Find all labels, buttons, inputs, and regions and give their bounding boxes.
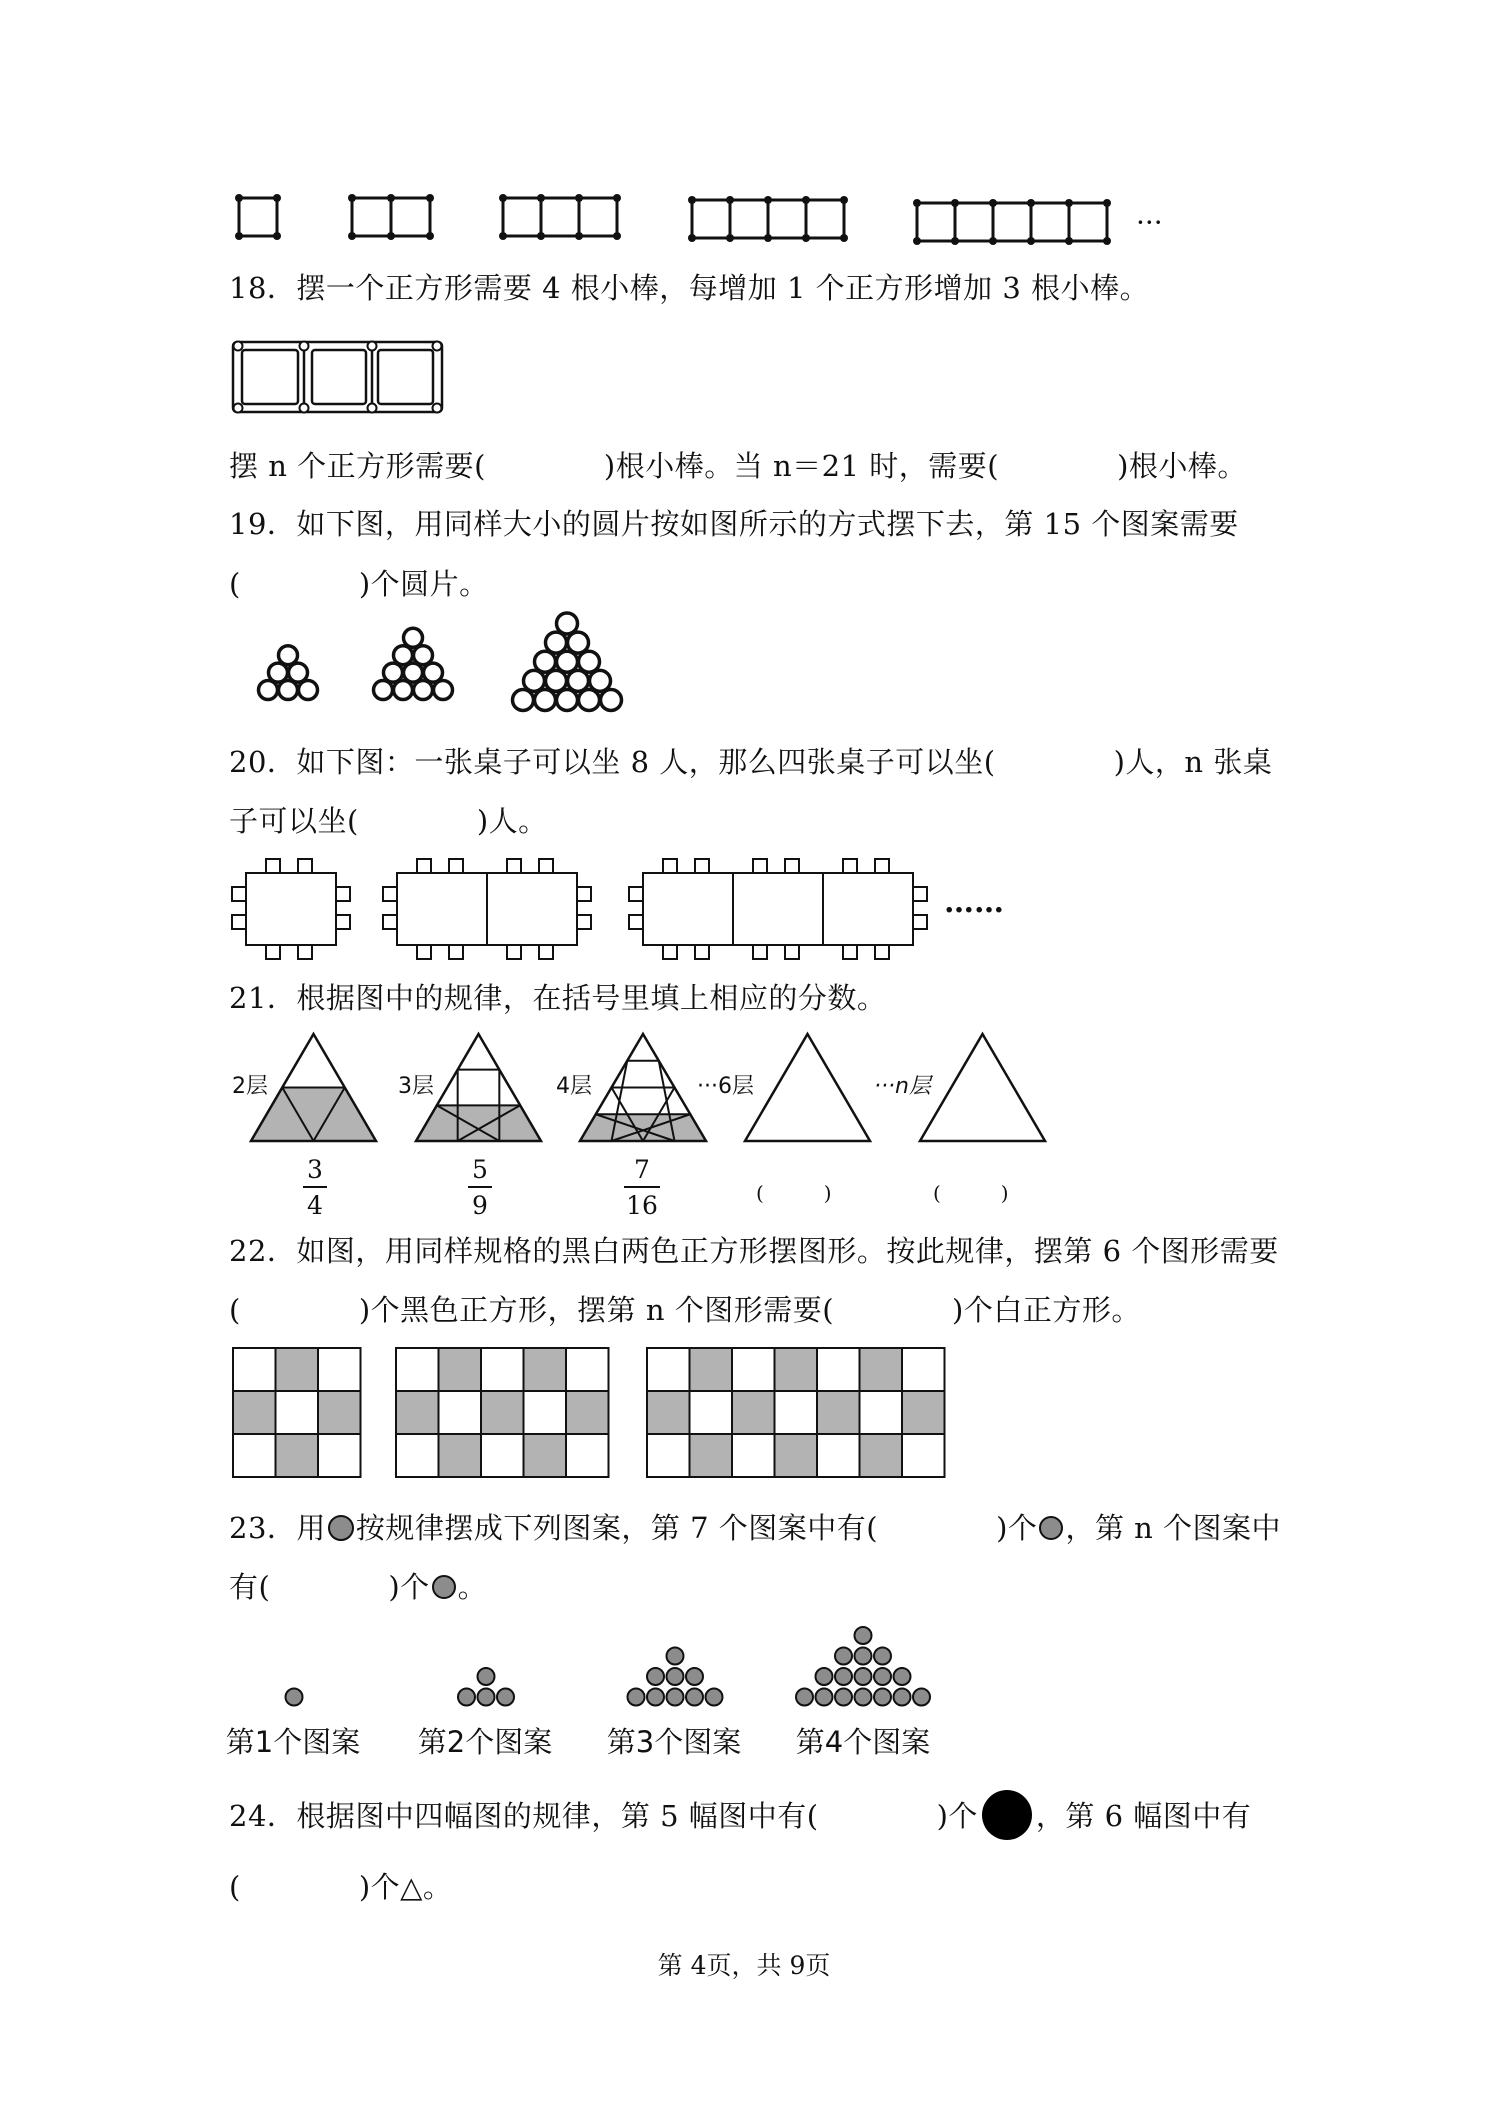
q23-caption-2: 第2个图案	[417, 1725, 553, 1759]
q18-answer-line: 摆 n 个正方形需要( )根小棒。当 n＝21 时，需要( )根小棒。	[229, 449, 1247, 483]
q20-question-line1: 20．如下图：一张桌子可以坐 8 人，那么四张桌子可以坐( )人，n 张桌	[229, 745, 1273, 779]
q19-question-line1: 19．如下图，用同样大小的圆片按如图所示的方式摆下去，第 15 个图案需要	[229, 507, 1239, 541]
q22-question-line1: 22．如图，用同样规格的黑白两色正方形摆图形。按此规律，摆第 6 个图形需要	[229, 1234, 1279, 1268]
gray-dot	[835, 1648, 852, 1665]
gray-dot	[835, 1668, 852, 1685]
q21-fraction-3-numerator: 7	[634, 1155, 650, 1184]
q23-line2-part-b: 。	[457, 1570, 488, 1604]
q21-blank-6: ( )	[756, 1181, 832, 1205]
q21-label-3: 4层	[556, 1074, 592, 1099]
q24-question-line2: ( )个△。	[229, 1870, 453, 1904]
q20-ellipsis: ……	[944, 885, 1004, 920]
gray-dot	[835, 1689, 852, 1706]
gray-dot	[855, 1648, 872, 1665]
q17-ellipsis: ···	[1136, 206, 1163, 239]
q21-question: 21．根据图中的规律，在括号里填上相应的分数。	[229, 981, 887, 1015]
gray-dot	[667, 1668, 684, 1685]
q21-label-4: ···6层	[697, 1074, 754, 1099]
black-circle-icon	[982, 1790, 1032, 1840]
q23-line1-part-b: 按规律摆成下列图案，第 7 个图案中有( )个	[355, 1511, 1038, 1545]
gray-dot	[286, 1689, 303, 1706]
gray-dot	[706, 1689, 723, 1706]
gray-dot	[647, 1689, 664, 1706]
q21-label-1: 2层	[232, 1074, 268, 1099]
q23-caption-3: 第3个图案	[606, 1725, 742, 1759]
q21-label-2: 3层	[398, 1074, 434, 1099]
gray-dot	[458, 1689, 475, 1706]
q21-label-5: ···n层	[874, 1074, 931, 1099]
gray-dot	[816, 1668, 833, 1685]
gray-dot	[686, 1668, 703, 1685]
gray-dot	[894, 1689, 911, 1706]
q20-question-line2: 子可以坐( )人。	[229, 804, 548, 838]
q23-pattern-1	[286, 1689, 303, 1706]
gray-dot	[855, 1668, 872, 1685]
gray-dot	[796, 1689, 813, 1706]
gray-dot	[667, 1689, 684, 1706]
q18-question: 18．摆一个正方形需要 4 根小棒，每增加 1 个正方形增加 3 根小棒。	[229, 271, 1150, 305]
gray-dot	[913, 1689, 930, 1706]
gray-dot	[478, 1689, 495, 1706]
gray-dot	[855, 1627, 872, 1644]
q21-fraction-3-denominator: 16	[626, 1191, 658, 1220]
gray-dot	[497, 1689, 514, 1706]
gray-dot	[647, 1668, 664, 1685]
q23-line1-part-c: ，第 n 个图案中	[1065, 1511, 1282, 1545]
q23-line1-part-a: 23．用	[229, 1511, 326, 1545]
gray-dot	[478, 1668, 495, 1685]
q23-caption-4: 第4个图案	[795, 1725, 931, 1759]
q21-blank-n: ( )	[933, 1181, 1009, 1205]
q21-fraction-2-numerator: 5	[472, 1155, 488, 1184]
gray-dot	[816, 1689, 833, 1706]
q24-line1-part-a: 24．根据图中四幅图的规律，第 5 幅图中有( )个	[229, 1799, 978, 1833]
q21-fraction-1-denominator: 4	[307, 1191, 323, 1220]
q19-question-line2: ( )个圆片。	[229, 567, 489, 601]
q24-question-line1	[229, 1790, 1251, 1840]
q23-pattern-4	[796, 1627, 930, 1706]
q23-line2-part-a: 有( )个	[229, 1570, 430, 1604]
q23-caption-1: 第1个图案	[225, 1725, 361, 1759]
q21-fraction-2-denominator: 9	[472, 1191, 488, 1220]
q24-line1-part-b: ，第 6 幅图中有	[1035, 1799, 1252, 1833]
page-footer: 第 4页，共 9页	[657, 1951, 831, 1980]
gray-dot	[628, 1689, 645, 1706]
gray-dot	[686, 1689, 703, 1706]
gray-dot	[874, 1689, 891, 1706]
q23-pattern-3	[628, 1648, 723, 1706]
q21-fraction-1-numerator: 3	[307, 1155, 323, 1184]
gray-dot	[874, 1648, 891, 1665]
gray-dot	[894, 1668, 911, 1685]
gray-dot	[855, 1689, 872, 1706]
gray-dot	[667, 1648, 684, 1665]
q23-pattern-2	[458, 1668, 514, 1706]
q22-question-line2: ( )个黑色正方形，摆第 n 个图形需要( )个白正方形。	[229, 1293, 1141, 1327]
gray-dot	[874, 1668, 891, 1685]
